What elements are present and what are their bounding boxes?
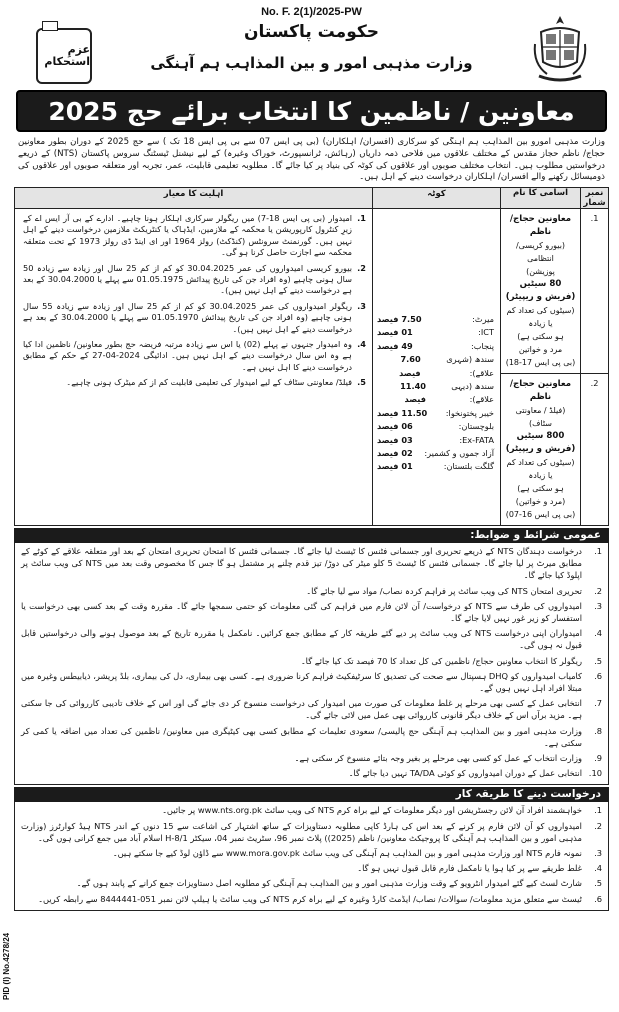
item-text: درخواست دہندگان NTS کے ذریعے تحریری اور جسمانی فٹنس کا ٹیسٹ لیا جائے گا۔ جسمانی فٹنس کا امتحان تحریری امتحان کے بعد اور متعلقہ علاقے کے کوٹے کے مطابق میرٹ پر لیا جائے گا۔ جسمانی فٹنس کا ٹیسٹ 5 کلو میٹر کی دوڑ/ تیز قدم چلنے پر مشتمل ہو گا جس کا مخصوص وقت بعد میں NTS کی ویب سائٹ پر اپلوڈ کیا جائے گا۔: [21, 546, 583, 581]
item-text: تحریری امتحان NTS کی ویب سائٹ پر فراہم کردہ نصاب/ مواد سے لیا جائے گا۔: [306, 585, 582, 596]
list-item: [21, 545, 602, 582]
item-number: 2.: [594, 820, 602, 831]
list-item: [21, 585, 602, 597]
logo-tagline: عزمِ استحکام: [44, 43, 90, 68]
item-number: 6.: [594, 670, 602, 681]
post-scale: (بی پی ایس 17-18): [505, 358, 576, 367]
header-criteria: اہلیت کا معیار: [15, 188, 373, 209]
quota-region: Ex-FATA:: [459, 434, 494, 445]
quota-region: گلگت بلتستان:: [443, 461, 494, 472]
item-number: 1.: [594, 546, 602, 556]
quota-region: سندھ (دیہی علاقے):: [451, 381, 494, 405]
ministry-title: وزارت مذہبی امور و بین المذاہب ہم آہنگی: [150, 54, 473, 72]
criteria-item: [23, 301, 366, 335]
criteria-item: [23, 263, 366, 297]
post-seats: 80 سیٹیں: [519, 279, 562, 289]
how-to-apply-list: [14, 802, 609, 910]
item-number: 4.: [594, 628, 602, 639]
criteria-item: [23, 213, 366, 259]
item-text: ریگولر کا انتخاب معاونین حجاج/ ناظمین کی کل تعداد کا 70 فیصد تک کیا جائے گا۔: [300, 655, 582, 666]
post-line: پوزیشن): [526, 267, 555, 276]
item-number: 4.: [594, 863, 602, 874]
quota-row: [377, 460, 494, 473]
post-line: (سیٹوں کی تعداد کم یا زیادہ: [506, 458, 575, 480]
quota-row: [377, 420, 494, 433]
header-serial: نمبر شمار: [581, 188, 609, 209]
header-post-name: اسامی کا نام: [501, 188, 581, 209]
list-item: [21, 877, 602, 889]
post-line: (فریش و ریپیٹر): [505, 444, 576, 454]
quota-row: [377, 380, 494, 407]
criteria-text: بیورو کریسی امیدواروں کی عمر 30.04.2025 کو کم از کم 25 سال اور زیادہ سے زیادہ 50 سال ہونی چاہیے (وہ افراد جن کی تاریخ پیدائش 01.05.1975 سے پہلے یا 30.04.2000 کے بعد ہے درخواست دینے کے اہل نہیں ہیں)۔: [23, 262, 352, 296]
quota-region: سندھ (شہری علاقے):: [446, 354, 494, 378]
list-item: [21, 820, 602, 844]
criteria-text: امیدوار (بی پی ایس 18-7) میں ریگولر سرکاری اہلکار ہونا چاہیے۔ ادارے کے بی آر ایس اے کے زیرِ کنٹرول کارپوریشن یا محکمہ کے ملازمین، ایڈہاک یا کنٹریکٹ ملازمین درخواست دینے کے اہل نہیں ہیں۔ گورنمنٹ سرونٹس (کنڈکٹ) رولز 1964 اور ای اینڈ ڈی رولز 1973 کے تحت متعلقہ محکمہ سے اجازت حاصل کرنا ہو گی۔: [23, 213, 353, 258]
item-text: وزارت انتخاب کے عمل کو کسی بھی مرحلے پر بغیر وجہ بتائے منسوخ کر سکتی ہے۔: [294, 753, 582, 764]
item-number: 5.: [594, 655, 602, 666]
item-number: 7.: [594, 698, 602, 709]
post-line: (بیورو کریسی/ انتظامی: [515, 241, 566, 263]
table-row: [15, 209, 609, 374]
quota-row: [377, 340, 494, 353]
list-item: [21, 600, 602, 624]
list-item: [21, 697, 602, 721]
criteria-number: 2.: [357, 262, 366, 273]
post-line: (سیٹوں کی تعداد کم یا زیادہ: [506, 306, 575, 328]
general-terms-heading: عمومی شرائط و ضوابط:: [14, 528, 609, 543]
quota-row: [377, 353, 494, 380]
quota-value: 03 فیصد: [377, 434, 413, 445]
item-text: امیدواروں کی طرف سے NTS کو درخواست/ آن لائن فارم میں فراہم کی گئی معلومات کو حتمی سمجھا جائے گا۔ مقررہ وقت کے بعد کسی بھی درخواست یا استفسار کو زیر غور نہیں لایا جائے گا۔: [21, 600, 582, 624]
item-text: انتخابی عمل کے کسی بھی مرحلے پر غلط معلومات کی صورت میں امیدوار کی درخواست منسوخ کر دی جائے گی اور اس کے خلاف تادیبی کارروائی کی جا سکتی ہے۔ مزید برآں اس کے خلاف دیگر قانونی کارروائی بھی عمل میں لائی جائے گی۔: [21, 698, 582, 721]
criteria-item: [23, 339, 366, 373]
post-title: معاونین حجاج/ ناظم: [509, 214, 572, 237]
quota-region: ICT:: [478, 327, 494, 338]
quota-value: 49 فیصد: [377, 340, 413, 351]
item-text: ٹیسٹ سے متعلق مزید معلومات/ سوالات/ نصاب/ ایڈمٹ کارڈ وغیرہ کے لیے براہ کرم NTS کی ویب سائٹ یا ہیلپ لائن نمبر 051-8444441 سے رابطہ کریں۔: [38, 893, 582, 904]
item-number: 8.: [594, 725, 602, 736]
quota-value: 7.50 فیصد: [377, 314, 422, 324]
post-seats: 800 سیٹیں: [516, 431, 565, 441]
serial-cell: 1.: [581, 209, 609, 374]
post-line: مرد و خواتین: [518, 345, 563, 354]
quota-region: پنجاب:: [471, 340, 494, 351]
criteria-text: وہ امیدوار جنہوں نے پہلے (02) یا اس سے زیادہ مرتبہ فریضہ حج بطور معاونین/ ناظمین ادا کیا ہے وہ اس سال درخواست دینے کے اہل نہیں ہیں۔ ادائیگی 2024-04-27 کے حکم کے مطابق درخواست دینے کا اہل نہیں ہے۔: [23, 339, 352, 372]
item-text: خواہشمند افراد آن لائن رجسٹریشن اور دیگر معلومات کے لیے براہ کرم NTS کی ویب سائٹ www.nts.org.pk پر جائیں۔: [162, 805, 582, 816]
quota-row: [377, 434, 494, 447]
post-line: ہو سکتی ہے): [517, 332, 564, 341]
list-item: [21, 670, 602, 694]
item-text: امیدواروں کو آن لائن فارم پر کرنے کے بعد اس کی ہارڈ کاپی مطلوبہ دستاویزات کے ساتھ اشتہار کی اشاعت سے 15 دنوں کے اندر NTS ہیڈ کوارٹرز (وزارت مذہبی امور و بین المذاہب ہم آہنگی کا پروجیکٹ معاونین/ ناظم (2025)) پلاٹ نمبر 96، سٹریٹ نمبر 04، سیکٹر H-8/1 اسلام آباد میں جمع کرانی ہوں گی۔: [21, 820, 582, 843]
criteria-number: 3.: [357, 300, 366, 311]
item-number: 3.: [594, 600, 602, 611]
how-to-apply-heading: درخواست دینے کا طریقہ کار: [14, 787, 609, 802]
item-number: 6.: [594, 893, 602, 904]
item-text: نمونہ فارم NTS اور وزارت مذہبی امور و بین المذاہب ہم آہنگی کی ویب سائٹ www.mora.gov.pk سے ڈاؤن لوڈ کیے جا سکتے ہیں۔: [112, 848, 582, 859]
item-text: وزارت مذہبی امور و بین المذاہب ہم آہنگی حج پالیسی/ سعودی تعلیمات کے مطابق کسی بھی کیٹیگری میں معاونین/ ناظمین کی تعداد میں اضافہ یا کمی کر سکتی ہے۔: [21, 725, 582, 748]
post-line: (فیلڈ / معاونتی سٹاف): [515, 406, 566, 428]
criteria-item: [23, 377, 366, 388]
pid-number: PID (I) No.4278/24: [2, 932, 11, 1000]
item-number: 5.: [594, 878, 602, 889]
item-number: 10.: [588, 768, 602, 779]
government-title: حکومت پاکستان: [243, 22, 380, 42]
quota-region: خیبر پختونخوا:: [445, 407, 494, 418]
criteria-number: 1.: [357, 213, 366, 223]
item-number: 9.: [594, 753, 602, 764]
post-name-cell: [501, 209, 581, 374]
general-terms-list: [14, 543, 609, 785]
header-quota: کوٹہ: [373, 188, 501, 209]
reference-number: No. F. 2(1)/2025-PW: [261, 6, 362, 18]
item-text: امیدواران اپنی درخواست NTS کی ویب سائٹ پر دیے گئے طریقہ کار کے مطابق جمع کرائیں۔ نامکمل یا مقررہ تاریخ کے بعد موصول ہونے والی درخواستیں قابل قبول نہ ہوں گی۔: [21, 628, 582, 651]
posts-table: [14, 187, 609, 526]
item-number: 3.: [594, 848, 602, 859]
list-item: [21, 804, 602, 816]
list-item: [21, 752, 602, 764]
item-text: شارٹ لسٹ کیے گئے امیدوار انٹرویو کے وقت وزارت مذہبی امور و بین المذاہب ہم آہنگی کو مطلوبہ اصل دستاویزات جمع کرانے کے پابند ہوں گے۔: [76, 878, 582, 889]
table-header-row: [15, 188, 609, 209]
quota-value: 7.60 فیصد: [399, 354, 421, 378]
quota-value: 01 فیصد: [377, 327, 413, 338]
list-item: [21, 847, 602, 859]
quota-value: 11.40 فیصد: [400, 381, 427, 405]
quota-row: [377, 407, 494, 420]
item-text: انتخابی عمل کے دوران امیدواروں کو کوئی TA/DA نہیں دیا جائے گا۔: [348, 768, 582, 779]
criteria-number: 5.: [357, 377, 366, 388]
quota-value: 02 فیصد: [377, 448, 413, 459]
item-number: 1.: [594, 805, 602, 816]
header: [14, 6, 609, 88]
criteria-cell: [15, 209, 373, 526]
post-line: ہو سکتی ہے): [517, 484, 564, 493]
quota-row: [377, 326, 494, 339]
criteria-number: 4.: [357, 339, 366, 350]
quota-value: 06 فیصد: [377, 421, 413, 432]
list-item: [21, 767, 602, 779]
quota-region: بلوچستان:: [458, 421, 494, 432]
quota-value: 11.50 فیصد: [377, 407, 428, 418]
list-item: [21, 655, 602, 667]
quota-row: [377, 313, 494, 326]
post-line: (مرد و خواتین): [515, 497, 566, 506]
item-text: غلط طریقے سے پر کیا ہوا یا نامکمل فارم قابل قبول نہیں ہو گا۔: [357, 863, 582, 874]
quota-region: آزاد جموں و کشمیر:: [424, 448, 494, 459]
post-line: (فریش و ریپیٹر): [505, 292, 576, 302]
advertisement-banner: معاونین / ناظمین کا انتخاب برائے حج 2025: [16, 90, 607, 132]
quota-row: [377, 447, 494, 460]
item-text: کامیاب امیدواروں کو DHQ ہسپتال سے صحت کی تصدیق کا سرٹیفکیٹ فراہم کرنا ضروری ہے۔ کسی بھی بیماری، دل کی بیماری، بلڈ پریشر، ذیابیطس وغیرہ میں مبتلا افراد اہل نہیں ہوں گے۔: [21, 670, 582, 694]
serial-cell: 2.: [581, 374, 609, 526]
quota-region: میرٹ:: [472, 314, 494, 324]
post-title: معاونین حجاج/ ناظم: [509, 379, 572, 402]
list-item: [21, 627, 602, 651]
list-item: [21, 893, 602, 905]
intro-paragraph: وزارت مذہبی امورو بین المذاہب ہم آہنگی کو سرکاری (افسران/ اہلکاران) (بی پی ایس 07 سے بی پی ایس 18 تک ) سے حج 2025 کے دوران بطور معاونین حجاج/ ناظم حجاز مقدس کے مختلف علاقوں میں فلاحی ذمہ داریاں (رہائش، ٹرانسپورٹ، خوراک وغیرہ) کے لیے نیشنل ٹیسٹنگ سروس پاکستان (NTS) کے ذریعے درخواستیں مطلوب ہیں۔ انتخاب مختلف صوبوں اور علاقوں کی کوٹہ کی بنیاد پر کیا جائے گا۔ مطلوبہ تعلیمی قابلیت، عمر، تجربہ اور متعلقہ صوبوں اور علاقوں کی ذومیسائل رکھنے والے افسران/ اہلکاران درخواست دینے کے اہل ہیں۔: [18, 137, 605, 183]
post-name-cell: [501, 374, 581, 526]
post-scale: (بی پی ایس 16-07): [505, 510, 576, 519]
list-item: [21, 862, 602, 874]
quota-cell: [373, 209, 501, 526]
item-number: 2.: [594, 585, 602, 596]
quota-value: 01 فیصد: [377, 461, 413, 472]
state-emblem-icon: [531, 14, 589, 84]
list-item: [21, 725, 602, 749]
criteria-text: ریگولر امیدواروں کی عمر 30.04.2025 کو کم از کم 25 سال اور زیادہ سے زیادہ 55 سال ہونی چاہیے (وہ افراد جن کی تاریخ پیدائش 01.05.1970 سے پہلے یا 30.04.2000 کے بعد ہے درخواست دینے کے اہل نہیں ہیں)۔: [23, 300, 353, 334]
criteria-text: فیلڈ/ معاونتی سٹاف کے لیے امیدوار کی تعلیمی قابلیت کم از کم میٹرک ہونی چاہیے۔: [66, 377, 352, 388]
